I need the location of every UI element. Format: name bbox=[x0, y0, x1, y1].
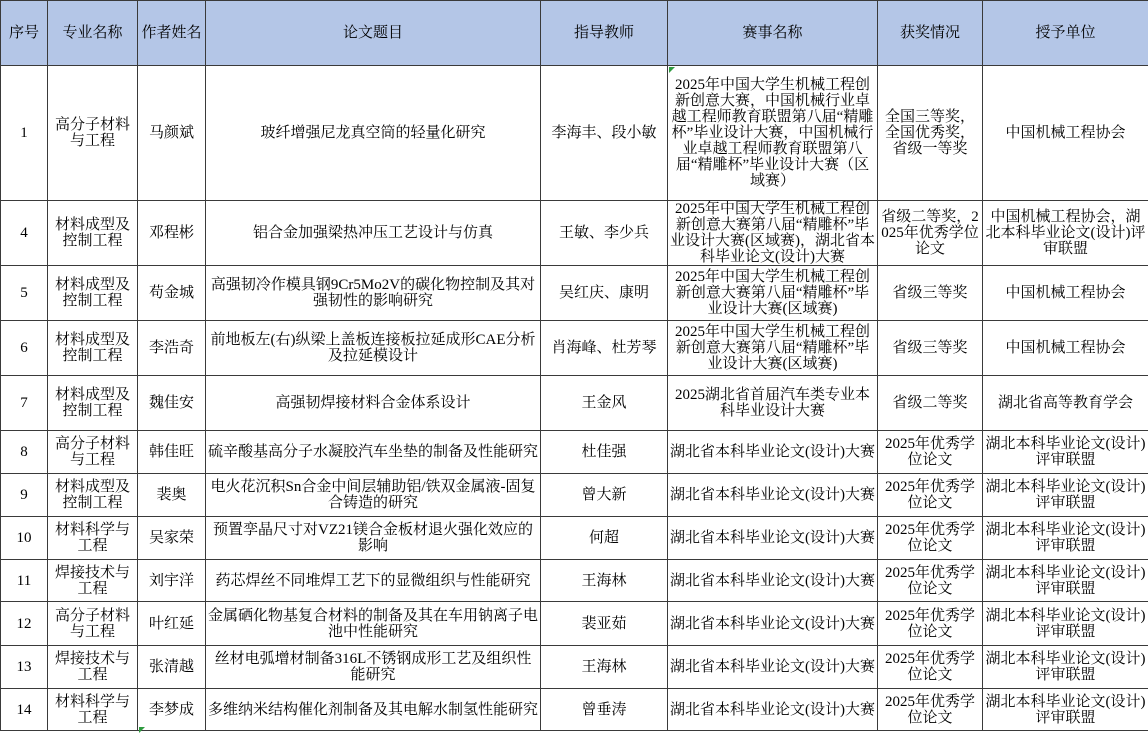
cell-title[interactable]: 玻纤增强尼龙真空筒的轻量化研究 bbox=[206, 66, 541, 201]
table-row bbox=[1, 602, 1148, 646]
cell-award[interactable]: 2025年优秀学位论文 bbox=[878, 431, 983, 474]
cell-award[interactable]: 2025年优秀学位论文 bbox=[878, 646, 983, 689]
table-row bbox=[1, 517, 1148, 560]
cell-issuer[interactable]: 中国机械工程协会 bbox=[983, 66, 1148, 201]
cell-award[interactable]: 2025年优秀学位论文 bbox=[878, 689, 983, 731]
cell-title[interactable]: 药芯焊丝不同堆焊工艺下的显微组织与性能研究 bbox=[206, 560, 541, 602]
cell-seq[interactable]: 5 bbox=[1, 266, 48, 321]
cell-competition[interactable]: 2025湖北省首届汽车类专业本科毕业设计大赛 bbox=[668, 376, 878, 431]
table-row bbox=[1, 66, 1148, 201]
cell-advisor[interactable]: 王金风 bbox=[541, 376, 668, 431]
cell-seq[interactable]: 7 bbox=[1, 376, 48, 431]
cell-title[interactable]: 电火花沉积Sn合金中间层辅助铝/铁双金属液-固复合铸造的研究 bbox=[206, 474, 541, 517]
cell-issuer[interactable]: 湖北本科毕业论文(设计)评审联盟 bbox=[983, 560, 1148, 602]
cell-major[interactable]: 材料成型及控制工程 bbox=[48, 321, 138, 376]
cell-major[interactable]: 高分子材料与工程 bbox=[48, 66, 138, 201]
cell-award[interactable]: 2025年优秀学位论文 bbox=[878, 517, 983, 560]
cell-award[interactable]: 2025年优秀学位论文 bbox=[878, 560, 983, 602]
cell-award[interactable]: 2025年优秀学位论文 bbox=[878, 474, 983, 517]
table-row bbox=[1, 689, 1148, 731]
cell-author[interactable]: 马颜斌 bbox=[138, 66, 206, 201]
cell-title[interactable]: 金属硒化物基复合材料的制备及其在车用钠离子电池中性能研究 bbox=[206, 602, 541, 646]
cell-advisor[interactable]: 何超 bbox=[541, 517, 668, 560]
cell-competition[interactable]: 湖北省本科毕业论文(设计)大赛 bbox=[668, 689, 878, 731]
cell-issuer[interactable]: 中国机械工程协会，湖北本科毕业论文(设计)评审联盟 bbox=[983, 201, 1148, 266]
cell-major[interactable]: 焊接技术与工程 bbox=[48, 560, 138, 602]
cell-competition[interactable]: 湖北省本科毕业论文(设计)大赛 bbox=[668, 474, 878, 517]
cell-error-indicator-icon bbox=[669, 67, 675, 73]
table-row bbox=[1, 376, 1148, 431]
cell-title[interactable]: 多维纳米结构催化剂制备及其电解水制氢性能研究 bbox=[206, 689, 541, 731]
cell-major[interactable]: 材料成型及控制工程 bbox=[48, 201, 138, 266]
cell-award[interactable]: 省级三等奖 bbox=[878, 321, 983, 376]
cell-issuer[interactable]: 湖北本科毕业论文(设计)评审联盟 bbox=[983, 646, 1148, 689]
cell-seq[interactable]: 14 bbox=[1, 689, 48, 731]
cell-competition[interactable]: 2025年中国大学生机械工程创新创意大赛第八届“精雕杯”毕业设计大赛(区域赛) bbox=[668, 321, 878, 376]
cell-title[interactable]: 前地板左(右)纵梁上盖板连接板拉延成形CAE分析及拉延模设计 bbox=[206, 321, 541, 376]
cell-issuer[interactable]: 湖北本科毕业论文(设计)评审联盟 bbox=[983, 431, 1148, 474]
cell-award[interactable]: 全国三等奖，全国优秀奖，省级一等奖 bbox=[878, 66, 983, 201]
cell-author[interactable]: 苟金城 bbox=[138, 266, 206, 321]
cell-advisor[interactable]: 肖海峰、杜芳琴 bbox=[541, 321, 668, 376]
cell-competition[interactable]: 湖北省本科毕业论文(设计)大赛 bbox=[668, 431, 878, 474]
cell-seq[interactable]: 1 bbox=[1, 66, 48, 201]
cell-award[interactable]: 省级二等奖 bbox=[878, 376, 983, 431]
cell-issuer[interactable]: 湖北本科毕业论文(设计)评审联盟 bbox=[983, 517, 1148, 560]
cell-author[interactable]: 裴奥 bbox=[138, 474, 206, 517]
cell-advisor[interactable]: 王海林 bbox=[541, 560, 668, 602]
cell-competition[interactable]: 2025年中国大学生机械工程创新创意大赛第八届“精雕杯”毕业设计大赛(区域赛)，湖北省本科毕业论文(设计)大赛 bbox=[668, 201, 878, 266]
cell-title[interactable]: 硫辛酸基高分子水凝胶汽车坐垫的制备及性能研究 bbox=[206, 431, 541, 474]
header-author[interactable]: 作者姓名 bbox=[138, 1, 206, 66]
cell-author[interactable]: 韩佳旺 bbox=[138, 431, 206, 474]
table-row bbox=[1, 560, 1148, 602]
cell-seq[interactable]: 6 bbox=[1, 321, 48, 376]
cell-author[interactable]: 吴家荣 bbox=[138, 517, 206, 560]
cell-seq[interactable]: 8 bbox=[1, 431, 48, 474]
cell-title[interactable]: 丝材电弧增材制备316L不锈钢成形工艺及组织性能研究 bbox=[206, 646, 541, 689]
cell-issuer[interactable]: 中国机械工程协会 bbox=[983, 266, 1148, 321]
cell-major[interactable]: 高分子材料与工程 bbox=[48, 431, 138, 474]
cell-award[interactable]: 2025年优秀学位论文 bbox=[878, 602, 983, 646]
cell-seq[interactable]: 9 bbox=[1, 474, 48, 517]
header-competition[interactable]: 赛事名称 bbox=[668, 1, 878, 66]
cell-issuer[interactable]: 湖北省高等教育学会 bbox=[983, 376, 1148, 431]
table-row bbox=[1, 431, 1148, 474]
cell-seq[interactable]: 13 bbox=[1, 646, 48, 689]
cell-title[interactable]: 高强韧冷作模具钢9Cr5Mo2V的碳化物控制及其对强韧性的影响研究 bbox=[206, 266, 541, 321]
cell-award[interactable]: 省级三等奖 bbox=[878, 266, 983, 321]
cell-competition[interactable]: 2025年中国大学生机械工程创新创意大赛，中国机械行业卓越工程师教育联盟第八届“精雕杯”毕业设计大赛，中国机械行业卓越工程师教育联盟第八届“精雕杯”毕业设计大赛（区域赛） bbox=[668, 66, 878, 201]
header-row bbox=[1, 1, 1148, 66]
cell-issuer[interactable]: 湖北本科毕业论文(设计)评审联盟 bbox=[983, 602, 1148, 646]
cell-advisor[interactable]: 李海丰、段小敏 bbox=[541, 66, 668, 201]
table-row bbox=[1, 321, 1148, 376]
cell-author[interactable]: 刘宇洋 bbox=[138, 560, 206, 602]
cell-advisor[interactable]: 曾大新 bbox=[541, 474, 668, 517]
cell-issuer[interactable]: 中国机械工程协会 bbox=[983, 321, 1148, 376]
table-row bbox=[1, 201, 1148, 266]
cell-error-indicator-icon bbox=[139, 727, 145, 733]
cell-advisor[interactable]: 王敏、李少兵 bbox=[541, 201, 668, 266]
cell-competition[interactable]: 湖北省本科毕业论文(设计)大赛 bbox=[668, 517, 878, 560]
header-advisor[interactable]: 指导教师 bbox=[541, 1, 668, 66]
header-issuer[interactable]: 授予单位 bbox=[983, 1, 1148, 66]
header-seq[interactable]: 序号 bbox=[1, 1, 48, 66]
cell-title[interactable]: 预置孪晶尺寸对VZ21镁合金板材退火强化效应的影响 bbox=[206, 517, 541, 560]
cell-author[interactable]: 魏佳安 bbox=[138, 376, 206, 431]
cell-competition[interactable]: 湖北省本科毕业论文(设计)大赛 bbox=[668, 602, 878, 646]
cell-competition[interactable]: 湖北省本科毕业论文(设计)大赛 bbox=[668, 560, 878, 602]
cell-major[interactable]: 材料成型及控制工程 bbox=[48, 474, 138, 517]
cell-title[interactable]: 高强韧焊接材料合金体系设计 bbox=[206, 376, 541, 431]
cell-author[interactable]: 叶红延 bbox=[138, 602, 206, 646]
cell-seq[interactable]: 12 bbox=[1, 602, 48, 646]
cell-major[interactable]: 材料成型及控制工程 bbox=[48, 376, 138, 431]
header-title[interactable]: 论文题目 bbox=[206, 1, 541, 66]
cell-advisor[interactable]: 王海林 bbox=[541, 646, 668, 689]
cell-award[interactable]: 省级二等奖，2025年优秀学位论文 bbox=[878, 201, 983, 266]
cell-major[interactable]: 材料科学与工程 bbox=[48, 517, 138, 560]
table-body bbox=[1, 66, 1148, 731]
table-row bbox=[1, 266, 1148, 321]
table-row bbox=[1, 646, 1148, 689]
cell-issuer[interactable]: 湖北本科毕业论文(设计)评审联盟 bbox=[983, 474, 1148, 517]
cell-advisor[interactable]: 吴红庆、康明 bbox=[541, 266, 668, 321]
cell-seq[interactable]: 10 bbox=[1, 517, 48, 560]
cell-advisor[interactable]: 曾垂涛 bbox=[541, 689, 668, 731]
cell-advisor[interactable]: 杜佳强 bbox=[541, 431, 668, 474]
cell-major[interactable]: 高分子材料与工程 bbox=[48, 602, 138, 646]
cell-major[interactable]: 焊接技术与工程 bbox=[48, 646, 138, 689]
cell-issuer[interactable]: 湖北本科毕业论文(设计)评审联盟 bbox=[983, 689, 1148, 731]
cell-author[interactable]: 邓程彬 bbox=[138, 201, 206, 266]
header-award[interactable]: 获奖情况 bbox=[878, 1, 983, 66]
cell-title[interactable]: 铝合金加强梁热冲压工艺设计与仿真 bbox=[206, 201, 541, 266]
cell-major[interactable]: 材料成型及控制工程 bbox=[48, 266, 138, 321]
cell-seq[interactable]: 11 bbox=[1, 560, 48, 602]
cell-author[interactable]: 李浩奇 bbox=[138, 321, 206, 376]
cell-author[interactable]: 李梦成 bbox=[138, 689, 206, 731]
cell-advisor[interactable]: 裴亚茹 bbox=[541, 602, 668, 646]
cell-major[interactable]: 材料科学与工程 bbox=[48, 689, 138, 731]
cell-author[interactable]: 张清越 bbox=[138, 646, 206, 689]
table-row bbox=[1, 474, 1148, 517]
cell-competition[interactable]: 2025年中国大学生机械工程创新创意大赛第八届“精雕杯”毕业设计大赛(区域赛) bbox=[668, 266, 878, 321]
cell-competition[interactable]: 湖北省本科毕业论文(设计)大赛 bbox=[668, 646, 878, 689]
cell-seq[interactable]: 4 bbox=[1, 201, 48, 266]
header-major[interactable]: 专业名称 bbox=[48, 1, 138, 66]
